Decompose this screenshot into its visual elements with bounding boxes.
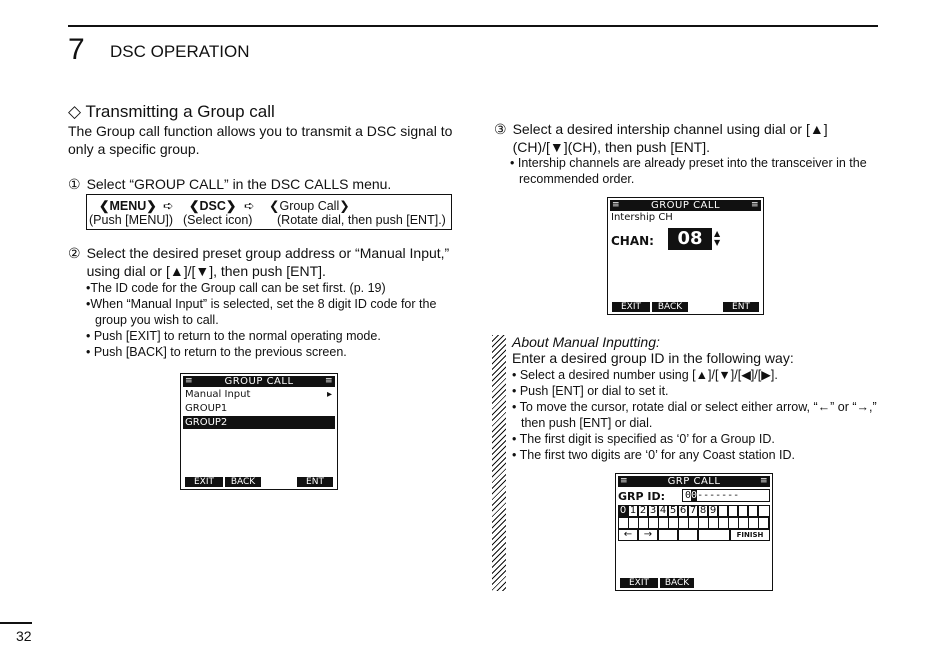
note-item: • Push [EXIT] to return to the normal operating mode. — [86, 329, 381, 343]
digit-key-5[interactable]: 5 — [669, 505, 677, 516]
intro-text: The Group call function allows you to transmit a DSC signal to only a specific group. — [68, 123, 453, 157]
empty-key — [718, 505, 728, 517]
empty-key — [728, 505, 738, 517]
chan-value[interactable]: 08 — [668, 228, 712, 250]
digit-key-6[interactable]: 6 — [679, 505, 687, 516]
step-2-notes — [86, 280, 456, 360]
lcd-intership-screen — [607, 197, 764, 315]
left-arrow-key[interactable]: ← — [618, 529, 638, 541]
finish-key[interactable]: FINISH — [730, 529, 770, 541]
lcd-item-manual-input[interactable]: Manual Input ▸ — [185, 389, 332, 400]
empty-key — [658, 529, 678, 541]
note-item: •The ID code for the Group call can be set first. (p. 19) — [86, 281, 386, 295]
chapter-title: DSC OPERATION — [110, 42, 250, 61]
lcd-title-bar — [618, 476, 770, 487]
empty-key — [698, 529, 730, 541]
step-3-number: ③ — [494, 121, 507, 137]
arrow-icon: ➪ — [244, 199, 255, 213]
menu-icon: ≡ — [324, 376, 333, 386]
menu-icon: ≡ — [612, 200, 621, 210]
note-item: • To move the cursor, rotate dial or select either arrow, “←” or “→,” then push [ENT] or dial. — [512, 400, 877, 430]
digit-key-3[interactable]: 3 — [649, 505, 657, 516]
menu-key: ❮MENU❯ — [99, 199, 157, 213]
lcd-item-group1[interactable]: GROUP1 — [185, 403, 228, 414]
step-3-note: • Intership channels are already preset into the transceiver in the recommended order. — [510, 156, 867, 186]
note-item: • The first digit is specified as ‘0’ for a Group ID. — [512, 432, 775, 446]
about-intro: Enter a desired group ID in the following way: — [512, 350, 794, 366]
exit-softkey[interactable]: EXIT — [620, 578, 658, 588]
page-number: 32 — [16, 628, 32, 644]
empty-key — [678, 529, 698, 541]
menu-path-box — [86, 194, 452, 230]
step-2-number: ② — [68, 245, 81, 261]
exit-softkey[interactable]: EXIT — [612, 302, 650, 312]
triangle-right-icon: ▸ — [326, 389, 332, 400]
push-menu-caption: (Push [MENU]) — [89, 213, 174, 227]
step-2-text: Select the desired preset group address or “Manual Input,” using dial or [▲]/[▼], then push [ENT]. — [86, 245, 450, 279]
header-rule — [68, 25, 878, 27]
empty-key — [748, 505, 758, 517]
grp-id-field[interactable]: 00------- — [682, 489, 770, 502]
ent-softkey[interactable]: ENT — [297, 477, 333, 487]
ent-softkey[interactable]: ENT — [723, 302, 759, 312]
digit-key-9[interactable]: 9 — [709, 505, 717, 516]
step-1-number: ① — [68, 176, 81, 192]
lcd-title-bar — [183, 376, 335, 387]
menu-icon: ≡ — [185, 376, 194, 386]
lcd-title: GRP CALL — [667, 476, 721, 487]
digit-key-8[interactable]: 8 — [699, 505, 707, 516]
lcd-grp-id-screen — [615, 473, 773, 591]
menu-icon: ≡ — [750, 200, 759, 210]
note-item: • Push [ENT] or dial to set it. — [512, 384, 669, 398]
rotate-caption: (Rotate dial, then push [ENT].) — [277, 213, 446, 227]
back-softkey[interactable]: BACK — [225, 477, 261, 487]
empty-key — [758, 505, 770, 517]
note-item: • Select a desired number using [▲]/[▼]/[◀]/[▶]. — [512, 368, 778, 382]
about-notes — [512, 367, 880, 463]
lcd-title: GROUP CALL — [224, 376, 294, 387]
digit-key-1[interactable]: 1 — [629, 505, 637, 516]
lcd-subtitle: Intership CH — [611, 212, 673, 223]
cursor: 0 — [691, 490, 698, 501]
note-item: • Push [BACK] to return to the previous screen. — [86, 345, 347, 359]
lcd-title: GROUP CALL — [650, 200, 721, 211]
lcd-item-group2[interactable]: GROUP2 — [183, 416, 335, 429]
note-item: • The first two digits are ‘0’ for any Coast station ID. — [512, 448, 795, 462]
step-3 — [494, 120, 878, 156]
step-1-text: Select “GROUP CALL” in the DSC CALLS menu. — [86, 176, 392, 192]
arrow-icon: ➪ — [163, 199, 174, 213]
digit-key-2[interactable]: 2 — [639, 505, 647, 516]
dsc-key: ❮DSC❯ — [189, 199, 237, 213]
menu-icon: ≡ — [759, 476, 768, 486]
group-call-key: ❮Group Call❯ — [269, 199, 350, 213]
select-icon-caption: (Select icon) — [183, 213, 253, 227]
back-softkey[interactable]: BACK — [660, 578, 694, 588]
lcd-title-bar — [610, 200, 761, 211]
menu-icon: ≡ — [620, 476, 629, 486]
note-item: •When “Manual Input” is selected, set the 8 digit ID code for the group you wish to call. — [86, 297, 437, 327]
up-down-arrow-icon: ▲ ▼ — [714, 229, 721, 247]
digit-key-7[interactable]: 7 — [689, 505, 697, 516]
step-3-text: Select a desired intership channel using dial or [▲](CH)/[▼](CH), then push [ENT]. — [512, 121, 828, 155]
back-softkey[interactable]: BACK — [652, 302, 688, 312]
blank-key-row — [618, 517, 770, 529]
chan-label: CHAN: — [611, 234, 654, 248]
lcd-group-call-screen — [180, 373, 338, 490]
chapter-number: 7 — [68, 33, 85, 66]
step-1 — [68, 175, 456, 193]
page-number-rule — [0, 622, 32, 624]
note-hatch-bar — [492, 335, 506, 591]
section-title: ◇ Transmitting a Group call — [68, 102, 275, 121]
digit-key-0[interactable]: 0 — [619, 505, 627, 516]
about-title: About Manual Inputting: — [512, 334, 660, 350]
exit-softkey[interactable]: EXIT — [185, 477, 223, 487]
empty-key — [738, 505, 748, 517]
step-2 — [68, 244, 456, 280]
grp-id-label: GRP ID: — [618, 490, 666, 503]
digit-key-4[interactable]: 4 — [659, 505, 667, 516]
right-arrow-key[interactable]: → — [638, 529, 658, 541]
